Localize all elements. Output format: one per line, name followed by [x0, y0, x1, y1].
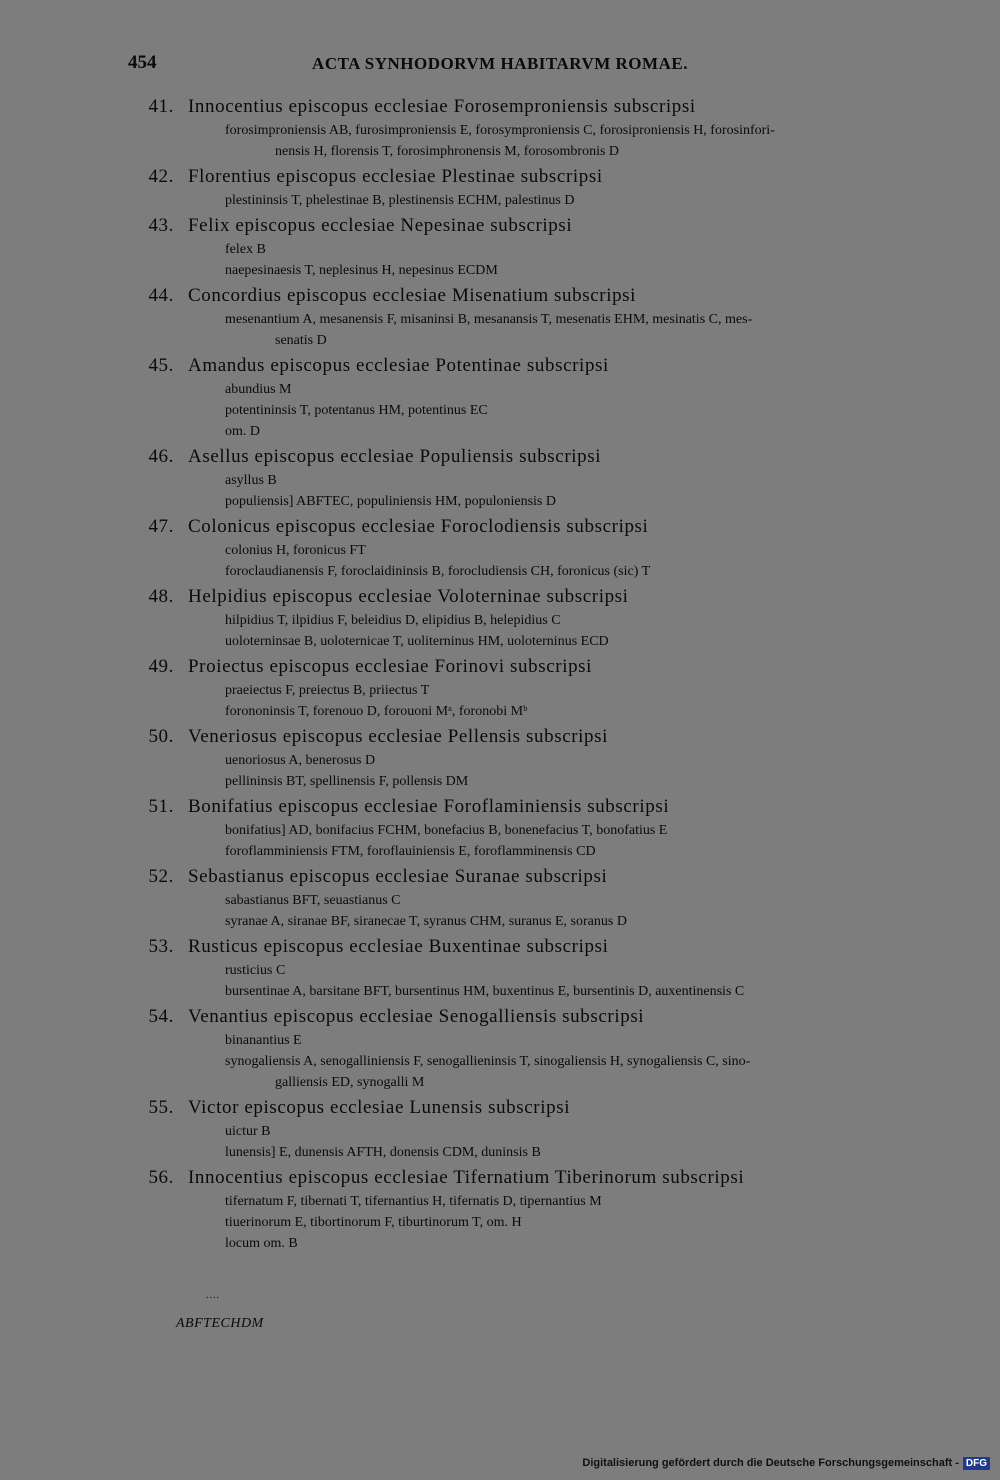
- subscription-entry: [0, 215, 1000, 281]
- entry-number: 52.: [148, 866, 174, 887]
- entry-number: 53.: [148, 936, 174, 957]
- entry-heading: [0, 516, 1000, 540]
- dfg-logo: DFG: [963, 1457, 990, 1470]
- variant-reading: populiensis] ABFTEC, populiniensis HM, populoniensis D: [225, 494, 556, 509]
- running-title: ACTA SYNHODORVM HABITARVM ROMAE.: [312, 54, 688, 73]
- variant-reading: plestininsis T, phelestinae B, plestinensis ECHM, palestinus D: [225, 193, 575, 208]
- subscription-entry: [0, 866, 1000, 932]
- entry-heading: [0, 936, 1000, 960]
- entry-title: Victor episcopus ecclesiae Lunensis subscripsi: [188, 1097, 571, 1118]
- entry-title: Asellus episcopus ecclesiae Populiensis subscripsi: [188, 446, 602, 467]
- entry-title: Venantius episcopus ecclesiae Senogalliensis subscripsi: [188, 1006, 645, 1027]
- entry-number: 47.: [148, 516, 174, 537]
- subscription-entry: [0, 166, 1000, 211]
- variant-reading: om. D: [225, 424, 260, 439]
- subscription-entry: [0, 516, 1000, 582]
- footer-dots: ....: [206, 1290, 220, 1301]
- variant-reading: hilpidius T, ilpidius F, beleidius D, elipidius B, helepidius C: [225, 613, 561, 628]
- variant-reading: binanantius E: [225, 1033, 302, 1048]
- dfg-credit: [582, 1454, 990, 1472]
- variant-reading: felex B: [225, 242, 266, 257]
- entry-heading: [0, 1167, 1000, 1191]
- page-header: [0, 52, 1000, 82]
- variant-reading: naepesinaesis T, neplesinus H, nepesinus ECDM: [225, 263, 498, 278]
- variant-reading: senatis D: [275, 333, 327, 348]
- entry-number: 44.: [148, 285, 174, 306]
- entry-number: 56.: [148, 1167, 174, 1188]
- entry-number: 49.: [148, 656, 174, 677]
- subscription-entry: [0, 446, 1000, 512]
- variant-reading: foroflamminiensis FTM, foroflauiniensis E, foroflamminensis CD: [225, 844, 596, 859]
- variant-reading: forononinsis T, forenouo D, forouoni Mᵃ, foronobi Mᵇ: [225, 704, 528, 719]
- subscription-entry: [0, 355, 1000, 442]
- entry-title: Innocentius episcopus ecclesiae Forosemproniensis subscripsi: [188, 96, 696, 117]
- entry-title: Innocentius episcopus ecclesiae Tifernatium Tiberinorum subscripsi: [188, 1167, 745, 1188]
- entry-title: Amandus episcopus ecclesiae Potentinae subscripsi: [188, 355, 609, 376]
- subscription-entry: [0, 726, 1000, 792]
- dfg-credit-text: Digitalisierung gefördert durch die Deutsche Forschungsgemeinschaft -: [582, 1457, 959, 1469]
- entry-title: Felix episcopus ecclesiae Nepesinae subscripsi: [188, 215, 573, 236]
- variant-reading: uoloterninsae B, uoloternicae T, uoliterninus HM, uoloterninus ECD: [225, 634, 609, 649]
- entry-number: 51.: [148, 796, 174, 817]
- variant-reading: locum om. B: [225, 1236, 298, 1251]
- entry-number: 48.: [148, 586, 174, 607]
- variant-reading: tiuerinorum E, tibortinorum F, tiburtinorum T, om. H: [225, 1215, 522, 1230]
- entry-heading: [0, 656, 1000, 680]
- subscription-entry: [0, 285, 1000, 351]
- entry-number: 55.: [148, 1097, 174, 1118]
- variant-reading: uenoriosus A, benerosus D: [225, 753, 376, 768]
- entry-number: 45.: [148, 355, 174, 376]
- subscription-entry: [0, 936, 1000, 1002]
- variant-reading: forosimproniensis AB, furosimproniensis E, forosymproniensis C, forosiproniensis H, forosinfori-: [225, 123, 775, 138]
- variant-reading: foroclaudianensis F, foroclaidininsis B, forocludiensis CH, foronicus (sic) T: [225, 564, 651, 579]
- entry-heading: [0, 586, 1000, 610]
- variant-reading: mesenantium A, mesanensis F, misaninsi B, mesanansis T, mesenatis EHM, mesinatis C, mes-: [225, 312, 753, 327]
- variant-reading: tifernatum F, tibernati T, tifernantius H, tifernatis D, tipernantius M: [225, 1194, 602, 1209]
- entry-heading: [0, 1097, 1000, 1121]
- variant-reading: uictur B: [225, 1124, 271, 1139]
- entry-number: 41.: [148, 96, 174, 117]
- manuscript-sigla: ABFTECHDM: [176, 1316, 264, 1331]
- entry-title: Concordius episcopus ecclesiae Misenatium subscripsi: [188, 285, 637, 306]
- entry-heading: [0, 96, 1000, 120]
- variant-reading: sabastianus BFT, seuastianus C: [225, 893, 401, 908]
- entry-number: 43.: [148, 215, 174, 236]
- subscription-entry: [0, 796, 1000, 862]
- subscription-entry: [0, 656, 1000, 722]
- variant-reading: syranae A, siranae BF, siranecae T, syranus CHM, suranus E, soranus D: [225, 914, 627, 929]
- variant-reading: pellininsis BT, spellinensis F, pollensis DM: [225, 774, 469, 789]
- entry-heading: [0, 166, 1000, 190]
- entry-title: Rusticus episcopus ecclesiae Buxentinae subscripsi: [188, 936, 609, 957]
- entry-title: Bonifatius episcopus ecclesiae Foroflaminiensis subscripsi: [188, 796, 670, 817]
- page-number: 454: [128, 52, 157, 73]
- entry-heading: [0, 215, 1000, 239]
- subscription-entry: [0, 1006, 1000, 1093]
- entry-heading: [0, 726, 1000, 750]
- entry-number: 46.: [148, 446, 174, 467]
- variant-reading: galliensis ED, synogalli M: [275, 1075, 425, 1090]
- variant-reading: colonius H, foronicus FT: [225, 543, 366, 558]
- variant-reading: abundius M: [225, 382, 292, 397]
- variant-reading: bursentinae A, barsitane BFT, bursentinus HM, buxentinus E, bursentinis D, auxentinensis C: [225, 984, 745, 999]
- entry-heading: [0, 866, 1000, 890]
- entry-number: 54.: [148, 1006, 174, 1027]
- entry-title: Colonicus episcopus ecclesiae Foroclodiensis subscripsi: [188, 516, 649, 537]
- variant-reading: lunensis] E, dunensis AFTH, donensis CDM, duninsis B: [225, 1145, 541, 1160]
- variant-reading: asyllus B: [225, 473, 277, 488]
- variant-reading: nensis H, florensis T, forosimphronensis M, forosombronis D: [275, 144, 620, 159]
- entry-title: Veneriosus episcopus ecclesiae Pellensis subscripsi: [188, 726, 609, 747]
- variant-reading: rusticius C: [225, 963, 286, 978]
- subscription-entry: [0, 1097, 1000, 1163]
- variant-reading: praeiectus F, preiectus B, priiectus T: [225, 683, 430, 698]
- entry-heading: [0, 285, 1000, 309]
- subscription-entry: [0, 1167, 1000, 1254]
- subscription-entry: [0, 586, 1000, 652]
- variant-reading: potentininsis T, potentanus HM, potentinus EC: [225, 403, 488, 418]
- subscription-entry: [0, 96, 1000, 162]
- entry-heading: [0, 446, 1000, 470]
- entry-heading: [0, 1006, 1000, 1030]
- entry-title: Florentius episcopus ecclesiae Plestinae subscripsi: [188, 166, 603, 187]
- entry-heading: [0, 796, 1000, 820]
- subscription-list: [0, 96, 1000, 1258]
- entry-title: Helpidius episcopus ecclesiae Voloterninae subscripsi: [188, 586, 629, 607]
- entry-number: 42.: [148, 166, 174, 187]
- variant-reading: synogaliensis A, senogalliniensis F, senogallieninsis T, sinogaliensis H, synogaliensis C, sino-: [225, 1054, 751, 1069]
- variant-reading: bonifatius] AD, bonifacius FCHM, bonefacius B, bonenefacius T, bonofatius E: [225, 823, 668, 838]
- entry-title: Sebastianus episcopus ecclesiae Suranae subscripsi: [188, 866, 608, 887]
- entry-title: Proiectus episcopus ecclesiae Forinovi subscripsi: [188, 656, 593, 677]
- entry-heading: [0, 355, 1000, 379]
- entry-number: 50.: [148, 726, 174, 747]
